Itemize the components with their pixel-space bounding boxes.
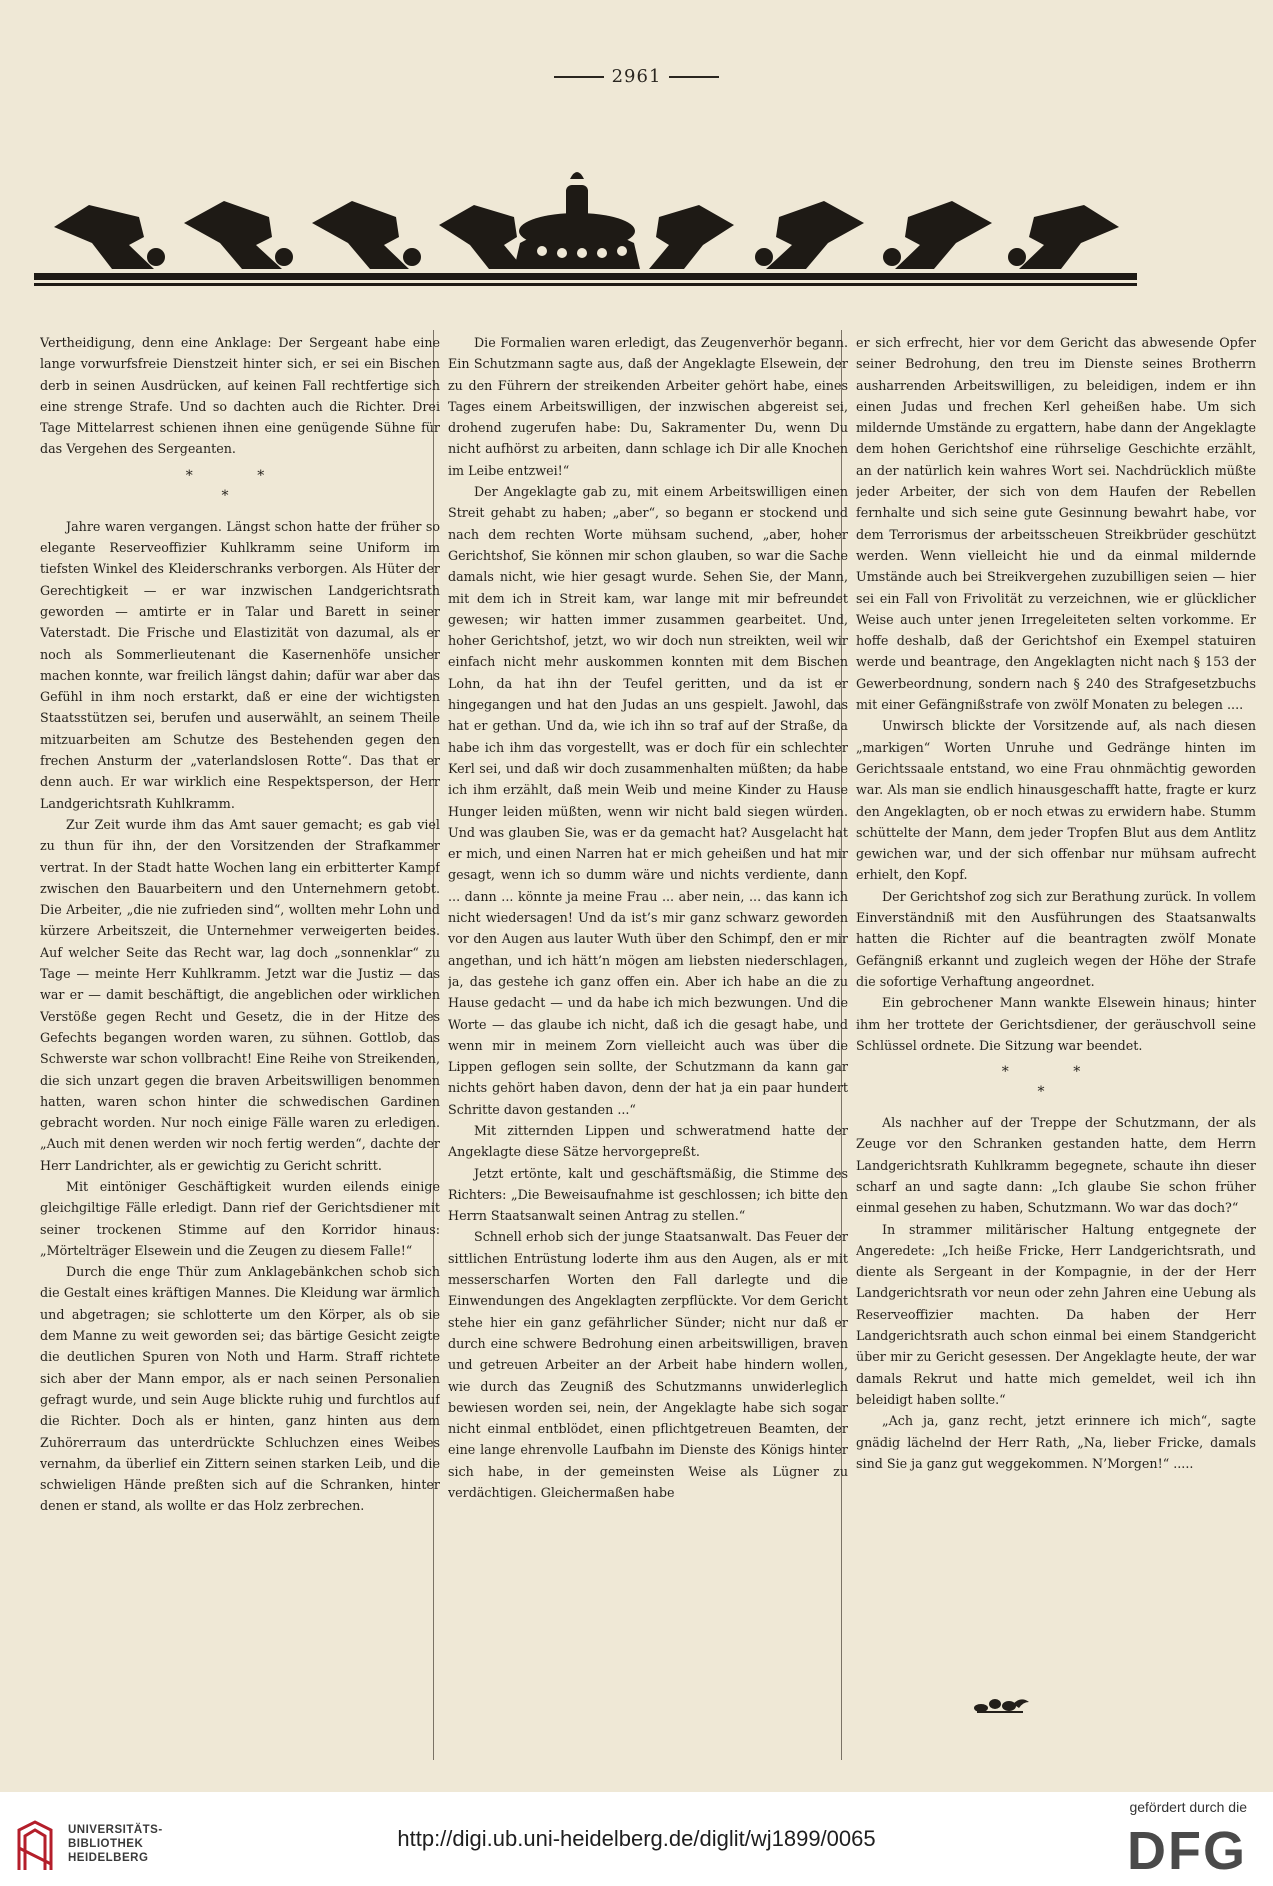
text-column-2 [448,332,848,1772]
institution-name-line: BIBLIOTHEK [68,1838,144,1850]
permalink-url[interactable]: http://digi.ub.uni-heidelberg.de/diglit/wj1899/0065 [397,1826,876,1851]
paragraph: Vertheidigung, denn eine Anklage: Der Sergeant habe eine lange vorwurfsfreie Dienstzeit hinter sich, er sei ein Bischen derb in seinen Ausdrücken, auf keinen Fall rechtfertige sich eine strenge Strafe. Und so dachten auch die Richter. Drei Tage Mittelarrest schienen ihnen eine genügende Sühne für das Vergehen des Sergeanten. [40,335,440,457]
page-number: 2961 [0,66,1273,87]
paragraph: Ein gebrochener Mann wankte Elsewein hinaus; hinter ihm her trottete der Gerichtsdiener, der geräuschvoll seine Schlüssel ordnete. Die Sitzung war beendet. [856,995,1256,1053]
text-column-1 [40,332,440,1772]
paragraph: Unwirsch blickte der Vorsitzende auf, als nach diesen „markigen“ Worten Unruhe und Gedränge hinten im Gerichtssaale entstand, wo eine Frau ohnmächtig geworden war. Als man sie endlich hinausgeschafft hatte, fragte er kurz den Angeklagten, ob er noch etwas zu erwidern habe. Stumm schüttelte der Mann, dem jeder Tropfen Blut aus dem Antlitz gewichen war, und der sich offenbar nur mühsam aufrecht erhielt, den Kopf. [856,718,1256,883]
digitization-footer [0,1792,1273,1886]
paragraph: Als nachher auf der Treppe der Schutzmann, der als Zeuge vor den Schranken gestanden hatte, dem Herrn Landgerichtsrath Kuhlkramm begegnete, schaute ihn dieser scharf an und sagte dann: „Ich glaube Sie schon früher einmal gesehen zu haben, Schutzmann. Wo war das doch?“ [856,1115,1256,1216]
paragraph: Zur Zeit wurde ihm das Amt sauer gemacht; es gab viel zu thun für ihn, der den Vorsitzenden der Strafkammer vertrat. In der Stadt hatte Wochen lang ein erbitterter Kampf zwischen den Bauarbeitern und den Unternehmern getobt. Die Arbeiter, „die nie zufrieden sind“, wollten mehr Lohn und kürzere Arbeitszeit, die Unternehmer verweigerten beides. Auf welcher Seite das Recht war, lag doch „sonnenklar“ zu Tage — meinte Herr Kuhlkramm. Jetzt war die Justiz — das war er — damit beschäftigt, die angeblichen oder wirklichen Verstöße gegen Recht und Gesetz, die in der Hitze des Gefechts begangen worden waren, zu sühnen. Gottlob, das Schwerste war schon vollbracht! Eine Reihe von Streikenden, die sich unzart gegen die braven Arbeitswilligen benommen hatten, waren schon hinter die schwedischen Gardinen gebracht worden. Nur noch einige Fälle waren zu erledigen. „Auch mit denen werden wir noch fertig werden“, dachte der Herr Landrichter, als er gewichtig zu Gericht schritt. [40,816,440,1173]
paragraph: Der Angeklagte gab zu, mit einem Arbeitswilligen einen Streit gehabt zu haben; „aber“, so begann er stockend und nach dem rechten Worte mühsam suchend, „aber, hoher Gerichtshof, Sie können mir schon glauben, so war die Sache damals nicht, wie hier gesagt wurde. Sehen Sie, der Mann, mit dem ich in Streit kam, war lange mit mir befreundet gewesen; wir hatten immer zusammen gearbeitet. Und, hoher Gerichtshof, jetzt, wo wir doch nun streikten, weil wir einfach nicht mehr auskommen konnten mit dem Bischen Lohn, da hat ihn der Teufel geritten, und da ist er hingegangen und hat den Judas an uns gespielt. Jawohl, das hat er gethan. Und da, wie ich ihn so traf auf der Straße, da habe ich ihm das vorgestellt, was er doch für ein schlechter Kerl sei, und daß wir doch zusammenhalten müßten; da habe ich ihm erzählt, daß mein Weib und meine Kinder zu Hause Hunger leiden müßten, wenn wir nicht bald siegen würden. Und was glauben Sie, was er da gemacht hat? Ausgelacht hat er mich, und einen Narren hat er mich geheißen und hat mir gesagt, wenn ich so dumm wäre und nichts verdiente, dann ... dann ... könnte ja meine Frau ... aber nein, ... das kann ich nicht wiedersagen! Und da ist’s mir ganz schwarz geworden vor den Augen aus lauter Wuth über den Schimpf, den er mir angethan, und ich hätt’n mögen am liebsten niederschlagen, ja, das gestehe ich ganz offen ein. Aber ich habe an die zu Hause gedacht — und da habe ich mich bezwungen. Und die Worte — das glaube ich nicht, daß ich die gesagt habe, und wenn mir in meinem Zorn vielleicht auch was über die Lippen geflogen sein sollte, der Schutzmann da kann gar nichts gehört haben davon, denn der hat ja ein paar hundert Schritte davon gestanden ...“ [448,484,848,1117]
text-column-3 [856,332,1256,1772]
paragraph: Mit zitternden Lippen und schweratmend hatte der Angeklagte diese Sätze hervorgepreßt. [448,1122,848,1160]
institution-name-line: UNIVERSITÄTS- [68,1824,163,1836]
paragraph: Der Gerichtshof zog sich zur Berathung zurück. In vollem Einverständniß mit den Ausführungen des Staatsanwalts hatten die Richter auf die beantragten zwölf Monate Gefängniß erkannt und zugleich wegen der Höhe der Strafe die sofortige Verhaftung angeordnet. [856,888,1256,989]
paragraph: Die Formalien waren erledigt, das Zeugenverhör begann. Ein Schutzmann sagte aus, daß der Angeklagte Elsewein, der zu den Führern der streikenden Arbeiter gehört habe, eines Tages einem Arbeitswilligen, der inzwischen abgereist sei, drohend zugerufen habe: Du, Sakramenter Du, wenn Du nicht aufhörst zu arbeiten, dann schlage ich Dir alle Knochen im Leibe entzwei!“ [448,335,848,478]
leaf-vignette-ornament [973,1694,1033,1718]
paragraph: Jahre waren vergangen. Längst schon hatte der früher so elegante Reserveoffizier Kuhlkramm seine Uniform im tiefsten Winkel des Kleiderschranks verborgen. Als Hüter der Gerechtigkeit — er war inzwischen Landgerichtsrath geworden — amtirte er in Talar und Barett in seiner Vaterstadt. Die Frische und Elastizität von dazumal, als er noch als Sommerlieutenant die Kasernenhöfe unsicher machen konnte, war freilich längst dahin; dafür war aber das Gefühl in ihm noch erstarkt, daß er eine der wichtigsten Staatsstützen sei, berufen und auserwählt, an seinem Theile mitzuarbeiten am Schutze des Bestehenden gegen den frechen Ansturm der „vaterlandslosen Rotte“. Das that er denn auch. Er war wirklich eine Respektsperson, der Herr Landgerichtsrath Kuhlkramm. [40,518,440,811]
paragraph: Durch die enge Thür zum Anklagebänkchen schob sich die Gestalt eines kräftigen Mannes. Die Kleidung war ärmlich und abgetragen; sie schlotterte um den Körper, als ob sie dem Manne zu weit geworden sei; das bärtige Gesicht zeigte die deutlichen Spuren von Noth und Harm. Straff richtete sich aber der Mann empor, als er nach seinen Personalien gefragt wurde, und sein Auge blickte ruhig und furchtlos auf die Richter. Doch als er hinten, ganz hinten aus dem Zuhörerraum das unterdrückte Schluchzen eines Weibes vernahm, da überlief ein Zittern seinen starken Leib, und die schwieligen Hände preßten sich auf die Schranken, hinter denen er stand, als wollte er das Holz zerbrechen. [40,1264,440,1514]
paragraph: In strammer militärischer Haltung entgegnete der Angeredete: „Ich heiße Fricke, Herr Landgerichtsrath, und diente als Sergeant in der Kompagnie, in der der Herr Landgerichtsrath vor neun oder zehn Jahren eine Uebung als Reserveoffizier machten. Da haben der Herr Landgerichtsrath auch schon einmal bei einem Standgericht über mir zu Gericht gesessen. Der Angeklagte heute, der war damals Rekrut und hatte mich gemeldet, weil ich ihn beleidigt haben sollte.“ [856,1221,1256,1407]
paragraph: Jetzt ertönte, kalt und geschäftsmäßig, die Stimme des Richters: „Die Beweisaufnahme ist geschlossen; ich bitte den Herrn Staatsanwalt seinen Antrag zu stellen.“ [448,1165,848,1224]
funded-by-label: gefördert durch die [1129,1799,1247,1815]
crown-with-kneeling-figures-illustration [34,165,1137,295]
dfg-logo: DFG [1127,1821,1247,1881]
section-separator-stars: * * * [185,467,295,504]
paragraph: Schnell erhob sich der junge Staatsanwalt. Das Feuer der sittlichen Entrüstung loderte ihm aus den Augen, als er mit messerscharfen Worten den Fall darlegte und die Einwendungen des Angeklagten zerpflückte. Vor dem Gericht stehe hier ein ganz gefährlicher Sünder; nicht nur daß er durch eine schwere Bedrohung einen arbeitswilligen, braven und getreuen Arbeiter an der Arbeit habe hindern wollen, wie durch das Zeugniß des Schutzmanns unwiderleglich bewiesen worden sei, nein, der Angeklagte habe sich sogar nicht einmal entblödet, einen pflichtgetreuen Beamten, der eine lange ehrenvolle Laufbahn im Dienste des Königs hinter sich habe, in der gemeinsten Weise als Lügner zu verdächtigen. Gleichermaßen habe [448,1229,848,1501]
paragraph: „Ach ja, ganz recht, jetzt erinnere ich mich“, sagte gnädig lächelnd der Herr Rath, „Na, lieber Fricke, damals sind Sie ja ganz gut weggekommen. N’Morgen!“ ..... [856,1413,1256,1471]
institution-name-line: HEIDELBERG [68,1852,149,1864]
paragraph: er sich erfrecht, hier vor dem Gericht das abwesende Opfer seiner Bedrohung, den treu im Dienste seines Brotherrn ausharrenden Arbeitswilligen, zu beleidigen, indem er ihn einen Judas und frechen Kerl geheißen habe. Um sich mildernde Umstände zu ergattern, habe dann der Angeklagte dem hohen Gerichtshof eine rührselige Geschichte erzählt, an der natürlich kein wahres Wort sei. Nachdrücklich müßte jeder Arbeiter, der sich von dem Haufen der Rebellen fernhalte und sich seine gute Gesinnung bewahrt habe, vor dem Terrorismus der arbeitsscheuen Streikbrüder geschützt werden. Wenn vielleicht hie und da einmal mildernde Umstände auch bei Streikvergehen zuzubilligen seien — hier sei ein Fall von Frivolität zu verzeichnen, wie er glücklicher Weise auch unter jenen Irregeleiteten selten vorkomme. Er hoffe deshalb, daß der Gerichtshof ein Exempel statuiren werde und beantrage, den Angeklagten nicht nach § 153 der Gewerbeordnung, sondern nach § 240 des Strafgesetzbuchs mit einer Gefängnißstrafe von zwölf Monaten zu belegen .... [856,335,1256,713]
section-separator-stars: * * * [1001,1064,1111,1101]
paragraph: Mit eintöniger Geschäftigkeit wurden eilends einige gleichgiltige Fälle erledigt. Dann rief der Gerichtsdiener mit seiner trockenen Stimme auf den Korridor hinaus: „Mörtelträger Elsewein und die Zeugen zu diesem Falle!“ [40,1178,440,1258]
